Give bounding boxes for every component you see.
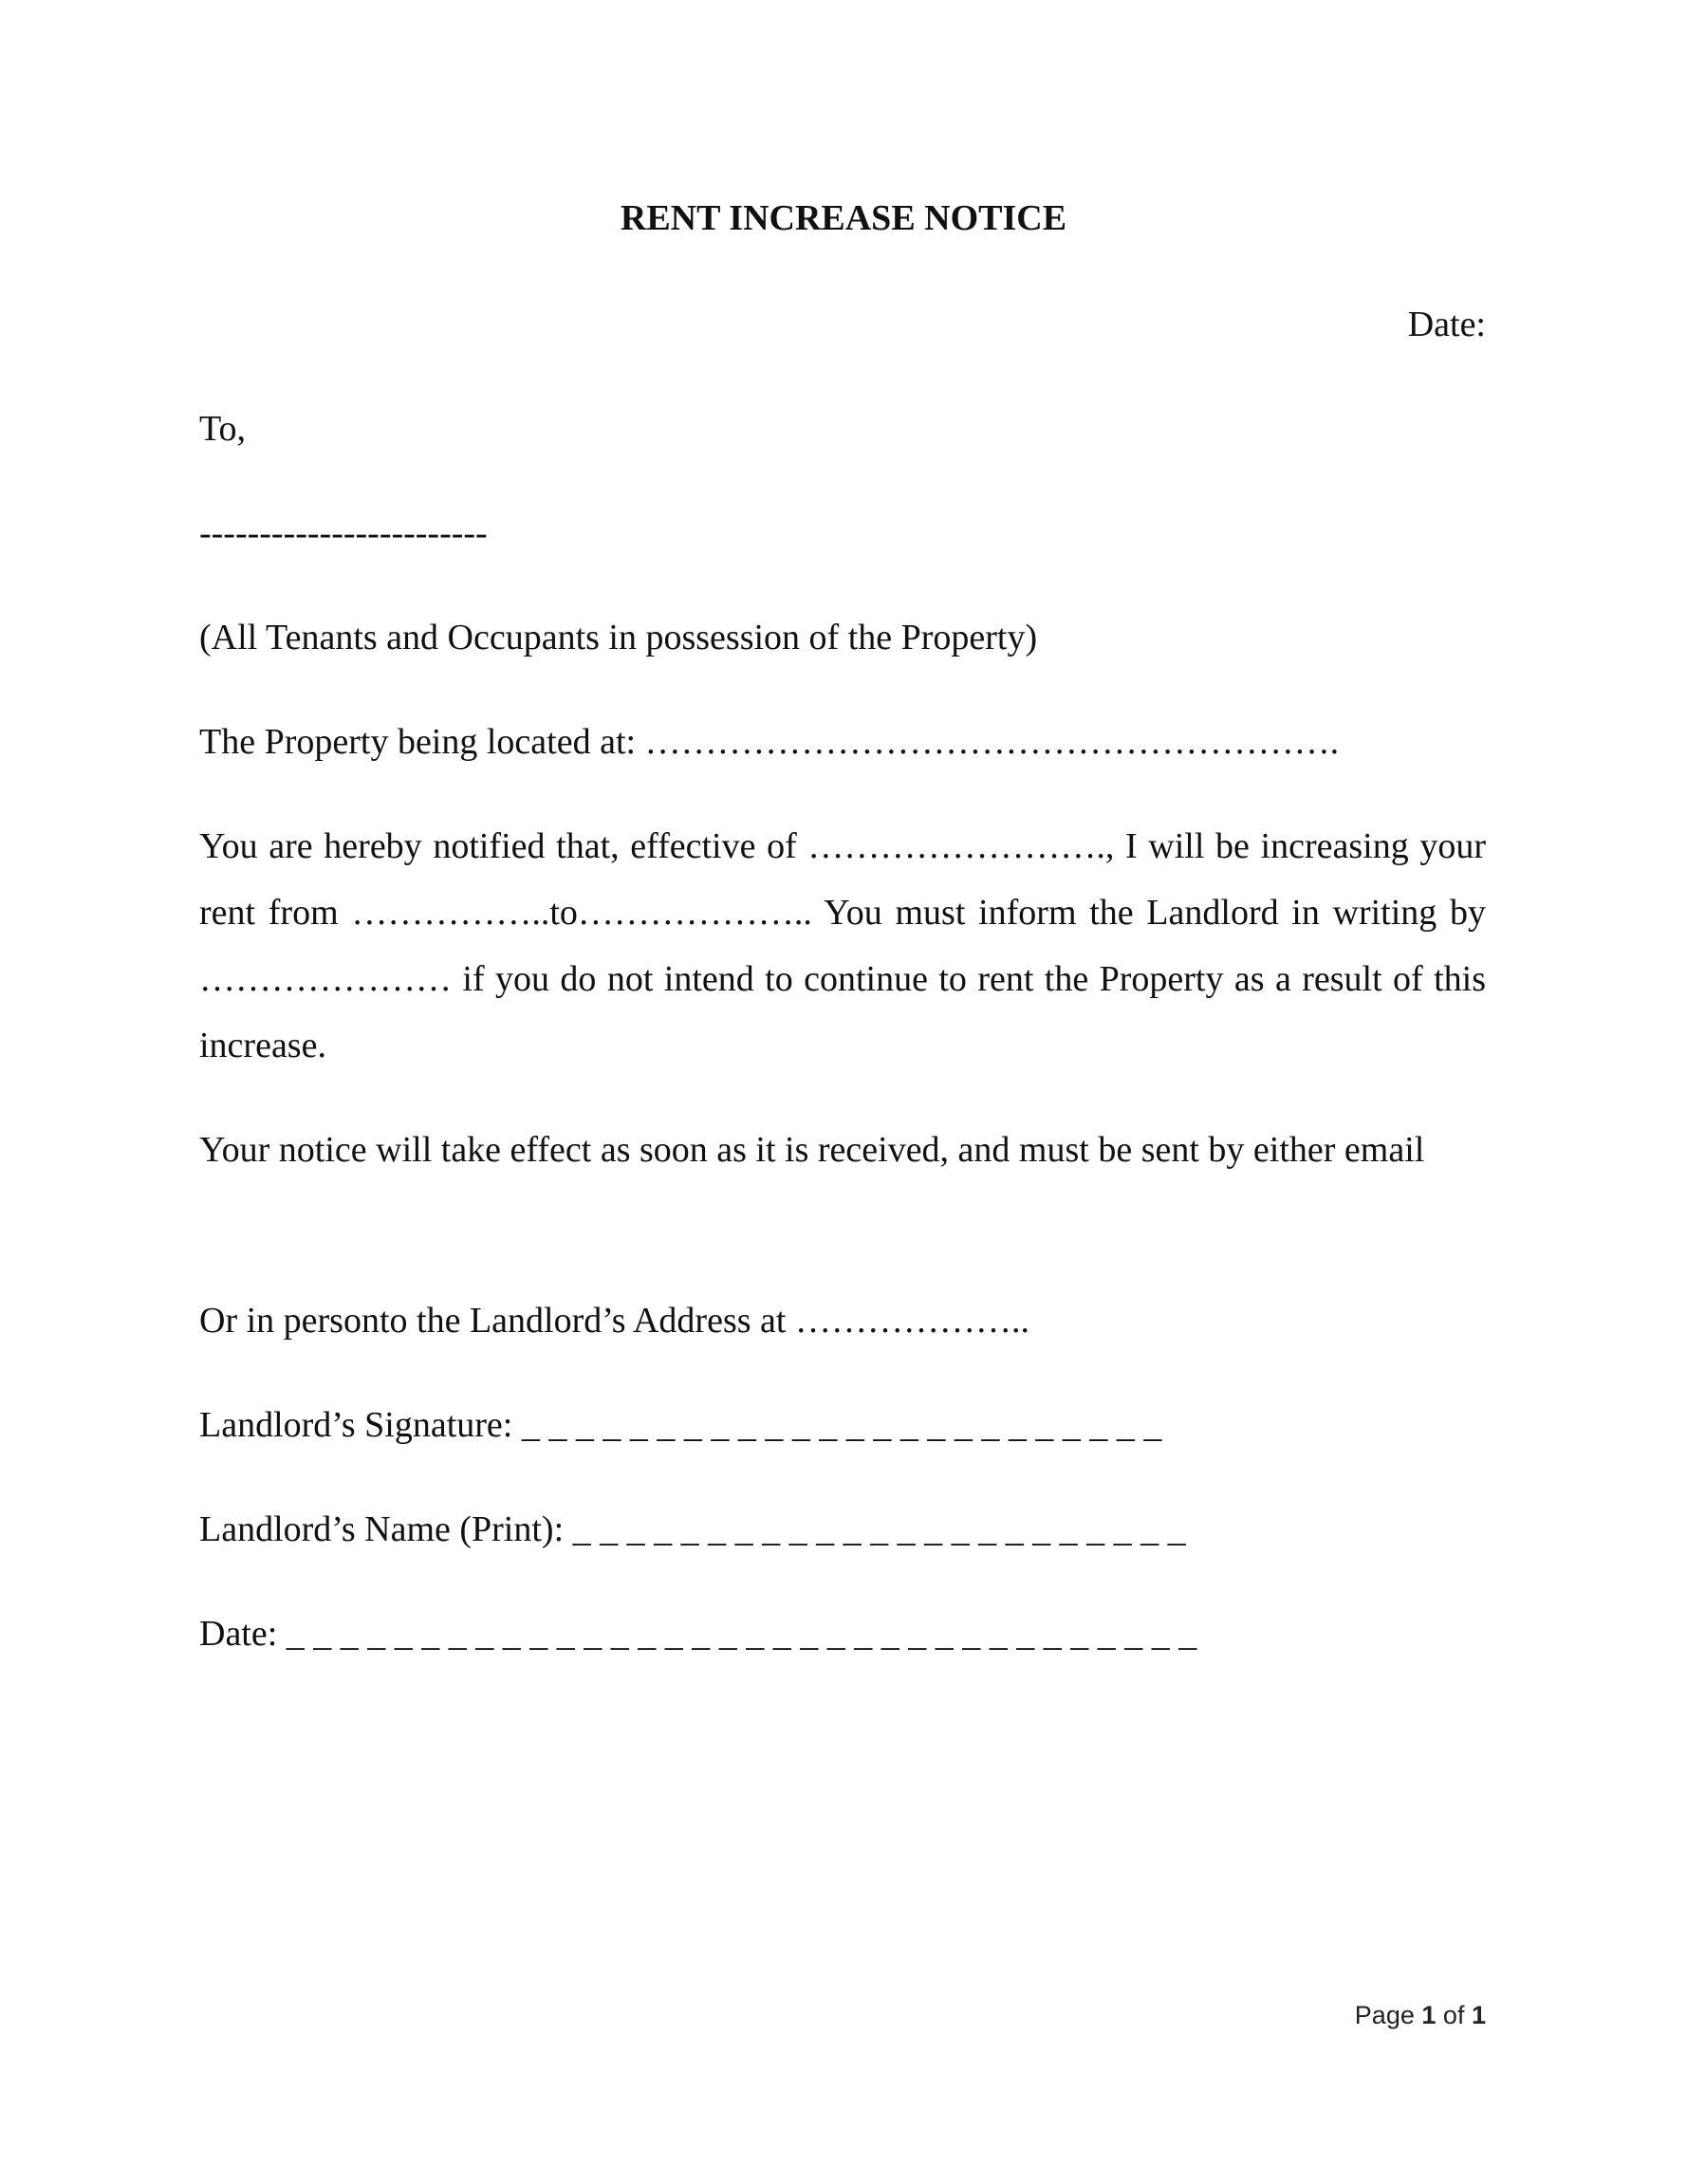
effect-paragraph: Your notice will take effect as soon as it is received, and must be sent by either email (199, 1130, 1425, 1170)
of-word: of (1442, 2001, 1465, 2029)
property-location-line: The Property being located at: …………………………………………………. (199, 722, 1340, 762)
landlord-signature-line: Landlord’s Signature: _ _ _ _ _ _ _ _ _ _ _ _ _ _ _ _ _ _ _ _ _ _ _ _ (199, 1405, 1162, 1445)
document-title: RENT INCREASE NOTICE (620, 198, 1067, 238)
to-label: To, (199, 409, 247, 449)
page-number (1355, 1996, 1486, 2034)
signature-date-line: Date: _ _ _ _ _ _ _ _ _ _ _ _ _ _ _ _ _ _ _ _ _ _ _ _ _ _ _ _ _ _ _ _ _ _ (199, 1614, 1197, 1654)
landlord-name-line: Landlord’s Name (Print): _ _ _ _ _ _ _ _ _ _ _ _ _ _ _ _ _ _ _ _ _ _ _ (199, 1509, 1186, 1549)
current-page: 1 (1421, 2001, 1437, 2029)
landlord-address-line: Or in personto the Landlord’s Address at ……………….. (199, 1301, 1029, 1341)
total-pages: 1 (1471, 2001, 1486, 2029)
date-label: Date: (1407, 305, 1486, 344)
recipient-blank: ------------------------ (199, 513, 488, 553)
notice-paragraph: You are hereby notified that, effective of ……………………., I will be increasing your rent from ……………..to……………….. You must inform the Landlord in writing by ………………… if you do not intend to continue to rent the Property as a result of this increase. (199, 826, 1486, 1065)
tenants-note: (All Tenants and Occupants in possession of the Property) (199, 618, 1038, 657)
page-word: Page (1354, 2001, 1415, 2029)
